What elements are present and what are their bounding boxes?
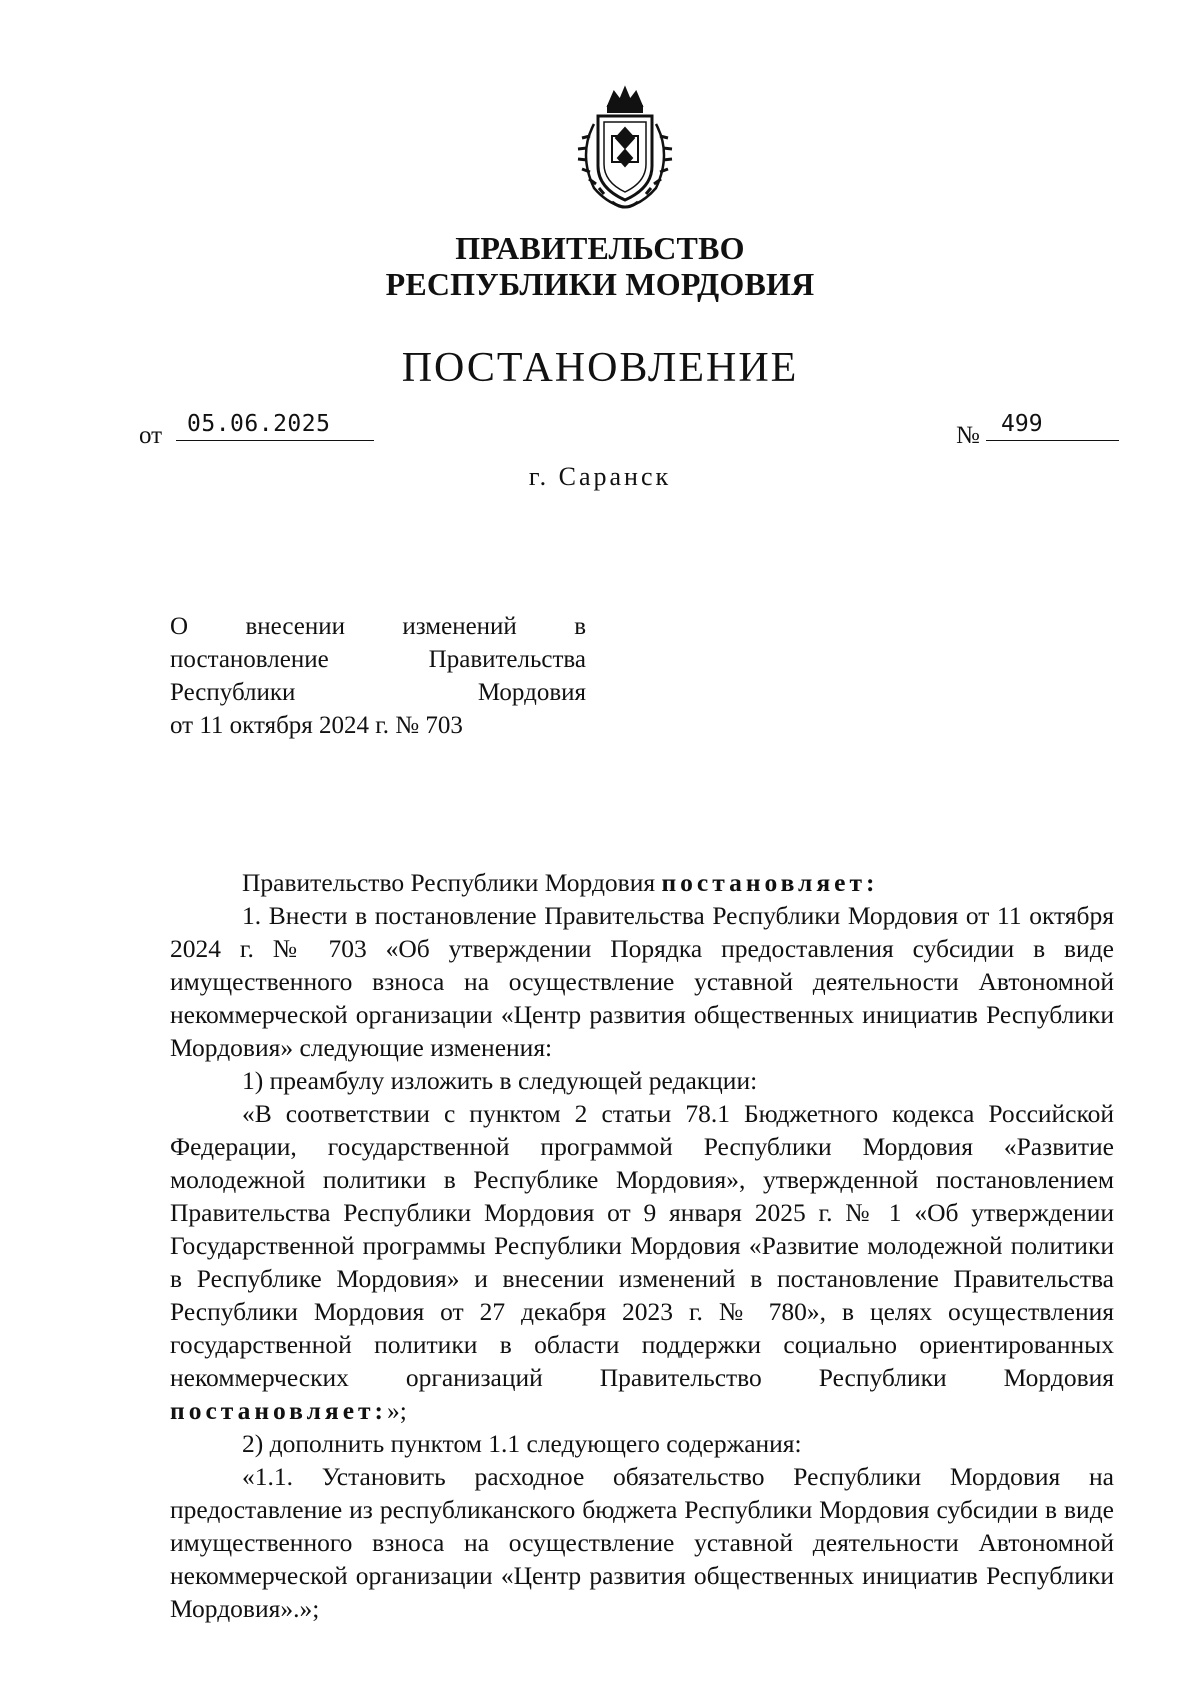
subject-line: от 11 октября 2024 г. № 703 — [170, 712, 463, 739]
number-label: № — [956, 422, 980, 449]
number-value: 499 — [1001, 411, 1043, 437]
subject-line: Республики Мордовия — [170, 679, 586, 706]
paragraph-3-text: «В соответствии с пунктом 2 статьи 78.1 Бюджетного кодекса Российской Федерации, государственной программой Республики Мордовия «Развитие молодежной политики в Республике Мордовия», утвержденной постановлением Правительства Республики Мордовия от 9 января 2025 г. № 1 «Об утверждении Государственной программы Республики Мордовия «Развитие молодежной политики в Республике Мордовия» и внесении изменений в постановление Правительства Республики Мордовия от 27 декабря 2023 г. № 780», в целях осуществления государственной политики в области поддержки социально ориентированных некоммерческих организаций Правительство Республики Мордовия — [170, 1099, 1114, 1392]
subject-line: О внесении изменений в — [170, 613, 586, 640]
paragraph-4: 2) дополнить пунктом 1.1 следующего содержания: — [242, 1429, 802, 1458]
paragraph-5: «1.1. Установить расходное обязательство Республики Мордовия на предоставление из республиканского бюджета Республики Мордовия субсидии в виде имущественного взноса на осуществление уставной деятельности Автономной некоммерческой организации «Центр развития общественных инициатив Республики Мордовия».»; — [170, 1462, 1114, 1623]
coat-of-arms-icon — [568, 84, 682, 214]
document-subject — [170, 610, 586, 742]
document-body — [170, 866, 1114, 1625]
paragraph-3 — [170, 1097, 1114, 1427]
number-underline — [986, 440, 1119, 441]
paragraph-3-emphasis: постановляет: — [170, 1396, 388, 1425]
organization-name-line2: РЕСПУБЛИКИ МОРДОВИЯ — [385, 266, 815, 302]
paragraph-1: 1. Внести в постановление Правительства Республики Мордовия от 11 октября 2024 г. № 703 «Об утверждении Порядка предоставления субсидии в виде имущественного взноса на осуществление уставной деятельности Автономной некоммерческой организации «Центр развития общественных инициатив Республики Мордовия» следующие изменения: — [170, 901, 1114, 1062]
intro-paragraph — [170, 866, 1114, 899]
intro-text: Правительство Республики Мордовия — [242, 868, 662, 897]
date-value: 05.06.2025 — [187, 411, 331, 437]
subject-line: постановление Правительства — [170, 646, 586, 673]
paragraph-2: 1) преамбулу изложить в следующей редакции: — [242, 1066, 758, 1095]
document-type: ПОСТАНОВЛЕНИЕ — [401, 345, 799, 391]
date-underline — [176, 440, 374, 441]
organization-name-line1: ПРАВИТЕЛЬСТВО — [455, 230, 745, 266]
paragraph-3-tail: »; — [387, 1396, 407, 1425]
city: г. Саранск — [528, 462, 672, 491]
intro-emphasis: постановляет: — [661, 868, 879, 897]
date-label: от — [139, 422, 163, 449]
